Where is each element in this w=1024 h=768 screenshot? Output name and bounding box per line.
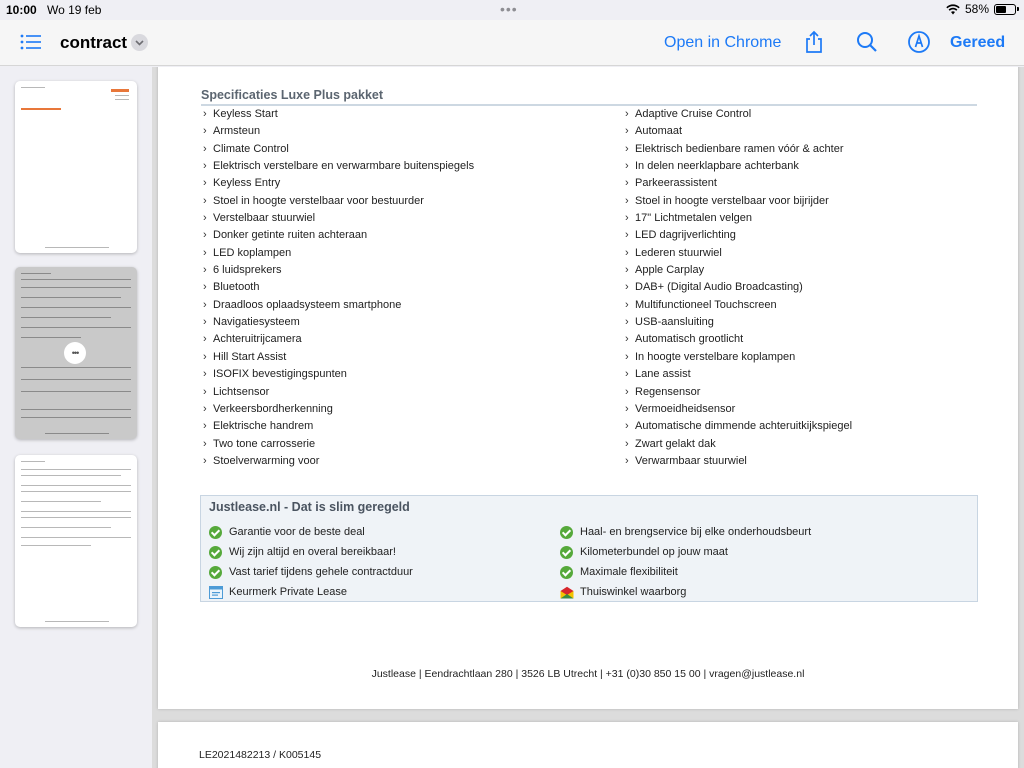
document-viewer[interactable] (152, 67, 1024, 768)
benefits-title: Justlease.nl - Dat is slim geregeld (209, 500, 410, 514)
spec-item-label: Stoel in hoogte verstelbaar voor bijrijder (635, 194, 829, 207)
spec-item-label: LED koplampen (213, 246, 292, 259)
spec-item (203, 351, 474, 368)
benefit-item (209, 562, 413, 582)
benefit-label: Wij zijn altijd en overal bereikbaar! (229, 546, 396, 558)
spec-item (625, 281, 852, 298)
spec-item-label: ISOFIX bevestigingspunten (213, 368, 347, 381)
spec-item (203, 438, 474, 455)
benefit-label: Keurmerk Private Lease (229, 586, 347, 598)
spec-item (203, 108, 474, 125)
benefit-label: Garantie voor de beste deal (229, 526, 365, 538)
document-page (158, 67, 1018, 709)
benefit-label: Thuiswinkel waarborg (580, 586, 687, 598)
chevron-right-icon: › (625, 368, 629, 381)
spec-item (625, 229, 852, 246)
spec-item-label: Stoelverwarming voor (213, 454, 320, 467)
contract-reference: LE2021482213 / K005145 (199, 749, 322, 761)
page-footer: Justlease | Eendrachtlaan 280 | 3526 LB Utrecht | +31 (0)30 850 15 00 | vragen@justlease.nl (371, 668, 805, 680)
chevron-right-icon: › (625, 385, 629, 398)
status-bar (0, 0, 1024, 20)
benefit-label: Haal- en brengservice bij elke onderhoudsbeurt (580, 526, 812, 538)
spec-item (203, 316, 474, 333)
benefits-list-left (209, 522, 413, 602)
battery-level (996, 6, 1006, 13)
status-right (946, 2, 1016, 16)
spec-item-label: USB-aansluiting (635, 316, 714, 329)
spec-item (625, 403, 852, 420)
spec-item-label: Navigatiesysteem (213, 316, 300, 329)
chevron-right-icon: › (203, 177, 207, 190)
spec-item-label: Parkeerassistent (635, 177, 717, 190)
spec-item-label: Elektrisch verstelbare en verwarmbare buitenspiegels (213, 160, 475, 173)
spec-item (625, 125, 852, 142)
spec-item-label: Keyless Entry (213, 177, 281, 190)
spec-item (625, 212, 852, 229)
check-icon (209, 566, 222, 579)
spec-item-label: Keyless Start (213, 108, 278, 120)
search-icon[interactable] (855, 30, 879, 54)
chevron-right-icon: › (625, 160, 629, 173)
spec-item (203, 229, 474, 246)
spec-item (203, 125, 474, 142)
spec-item-label: Armsteun (213, 125, 261, 138)
chevron-right-icon: › (203, 194, 207, 207)
chevron-right-icon: › (625, 420, 629, 433)
spec-item-label: Apple Carplay (635, 264, 705, 277)
chevron-right-icon: › (203, 333, 207, 346)
chevron-right-icon: › (203, 454, 207, 467)
page-thumbnail-selected[interactable] (15, 267, 137, 439)
done-button[interactable]: Gereed (950, 34, 1006, 51)
spec-item-label: 17" Lichtmetalen velgen (635, 212, 753, 225)
spec-item (625, 264, 852, 281)
navigation-bar (0, 20, 1024, 66)
spec-item (625, 438, 852, 455)
chevron-right-icon: › (625, 454, 629, 467)
chevron-right-icon: › (203, 212, 207, 225)
spec-item-label: Vermoeidheidsensor (635, 402, 736, 415)
battery-icon (994, 4, 1016, 15)
keurmerk-icon (209, 586, 223, 599)
benefits-box (200, 495, 978, 602)
status-date: Wo 19 feb (47, 3, 102, 17)
spec-item (625, 160, 852, 177)
spec-item-label: Automaat (635, 125, 683, 138)
chevron-right-icon: › (625, 402, 629, 415)
benefit-label: Maximale flexibiliteit (580, 566, 678, 578)
spec-item (625, 247, 852, 264)
spec-item-label: Verstelbaar stuurwiel (213, 212, 316, 225)
spec-item (203, 195, 474, 212)
spec-item (203, 247, 474, 264)
chevron-right-icon: › (203, 402, 207, 415)
chevron-right-icon: › (625, 281, 629, 294)
benefit-label: Kilometerbundel op jouw maat (580, 546, 728, 558)
document-page (158, 722, 1018, 768)
spec-item (203, 212, 474, 229)
spec-item (625, 195, 852, 212)
chevron-right-icon: › (625, 298, 629, 311)
chevron-down-icon[interactable] (131, 34, 148, 51)
chevron-right-icon: › (203, 316, 207, 329)
chevron-right-icon: › (625, 142, 629, 155)
chevron-right-icon: › (203, 264, 207, 277)
spec-list-left (203, 108, 474, 472)
chevron-right-icon: › (203, 229, 207, 242)
spec-item (625, 333, 852, 350)
chevron-right-icon: › (203, 350, 207, 363)
chevron-right-icon: › (625, 108, 629, 120)
chevron-right-icon: › (203, 385, 207, 398)
benefit-item (209, 522, 413, 542)
spec-item (625, 386, 852, 403)
spec-item-label: In hoogte verstelbare koplampen (635, 350, 796, 363)
spec-item (625, 351, 852, 368)
spec-item (625, 299, 852, 316)
spec-item-label: Adaptive Cruise Control (635, 108, 752, 120)
battery-percent: 58% (964, 2, 989, 16)
spec-item (625, 316, 852, 333)
wifi-icon (946, 4, 960, 15)
check-icon (560, 546, 573, 559)
check-icon (560, 526, 573, 539)
spec-item (625, 177, 852, 194)
chevron-right-icon: › (625, 246, 629, 259)
chevron-right-icon: › (203, 160, 207, 173)
spec-item (625, 455, 852, 472)
spec-item-label: Hill Start Assist (213, 350, 287, 363)
spec-list-right (625, 108, 852, 472)
chevron-right-icon: › (625, 194, 629, 207)
chevron-right-icon: › (625, 177, 629, 190)
chevron-right-icon: › (203, 142, 207, 155)
benefit-item (560, 542, 811, 562)
spec-item (203, 281, 474, 298)
spec-item-label: Donker getinte ruiten achteraan (213, 229, 368, 242)
check-icon (209, 526, 222, 539)
chevron-right-icon: › (203, 125, 207, 138)
page-thumbnail-sidebar (0, 67, 152, 768)
more-options-icon[interactable]: ••• (64, 342, 86, 364)
benefit-item (560, 582, 811, 602)
check-icon (209, 546, 222, 559)
chevron-right-icon: › (625, 350, 629, 363)
spec-item-label: Bluetooth (213, 281, 260, 294)
spec-item-label: LED dagrijverlichting (635, 229, 736, 242)
chevron-right-icon: › (625, 125, 629, 138)
spec-item-label: Regensensor (635, 385, 701, 398)
spec-item-label: Verkeersbordherkenning (213, 402, 333, 415)
spec-item-label: Elektrisch bedienbare ramen vóór & achter (635, 142, 844, 155)
spec-title: Specificaties Luxe Plus pakket (201, 88, 977, 106)
chevron-right-icon: › (203, 298, 207, 311)
multitasking-dots-icon[interactable]: ••• (500, 1, 518, 17)
spec-item-label: Automatisch grootlicht (635, 333, 744, 346)
spec-item (203, 143, 474, 160)
benefit-item (209, 582, 413, 602)
benefit-item (209, 542, 413, 562)
chevron-right-icon: › (625, 437, 629, 450)
spec-item (203, 368, 474, 385)
spec-item (203, 264, 474, 281)
spec-item (625, 108, 852, 125)
status-time: 10:00 (6, 3, 37, 17)
open-in-chrome-button[interactable]: Open in Chrome (664, 34, 782, 51)
spec-item-label: In delen neerklapbare achterbank (635, 160, 799, 173)
spec-item (625, 143, 852, 160)
spec-item-label: Achteruitrijcamera (213, 333, 302, 346)
spec-item-label: Elektrische handrem (213, 420, 314, 433)
spec-item (203, 177, 474, 194)
chevron-right-icon: › (625, 229, 629, 242)
spec-item (203, 299, 474, 316)
chevron-right-icon: › (203, 437, 207, 450)
chevron-right-icon: › (203, 420, 207, 433)
spec-item (203, 455, 474, 472)
spec-item-label: Lichtsensor (213, 385, 270, 398)
spec-item-label: Stoel in hoogte verstelbaar voor bestuurder (213, 194, 424, 207)
spec-item (625, 368, 852, 385)
spec-item-label: Climate Control (213, 142, 289, 155)
page-thumbnail[interactable] (15, 81, 137, 253)
document-title[interactable]: contract (60, 33, 128, 52)
spec-item-label: 6 luidsprekers (213, 264, 282, 277)
spec-item (625, 420, 852, 437)
spec-item (203, 420, 474, 437)
chevron-right-icon: › (203, 368, 207, 381)
benefit-item (560, 562, 811, 582)
spec-item-label: Zwart gelakt dak (635, 437, 716, 450)
check-icon (560, 566, 573, 579)
thuiswinkel-icon (560, 586, 574, 599)
page-thumbnail[interactable] (15, 455, 137, 627)
spec-item-label: Multifunctioneel Touchscreen (635, 298, 777, 311)
markup-icon[interactable] (907, 30, 931, 54)
benefit-label: Vast tarief tijdens gehele contractduur (229, 566, 413, 578)
share-icon[interactable] (802, 30, 826, 54)
chevron-right-icon: › (203, 246, 207, 259)
list-icon[interactable] (20, 32, 42, 52)
chevron-right-icon: › (625, 264, 629, 277)
spec-item-label: Verwarmbaar stuurwiel (635, 454, 747, 467)
benefit-item (560, 522, 811, 542)
spec-item (203, 333, 474, 350)
spec-item-label: Two tone carrosserie (213, 437, 316, 450)
chevron-right-icon: › (203, 281, 207, 294)
spec-item-label: Automatische dimmende achteruitkijkspiegel (635, 420, 853, 433)
spec-item (203, 160, 474, 177)
spec-item-label: Lederen stuurwiel (635, 246, 722, 259)
chevron-right-icon: › (203, 108, 207, 120)
spec-item (203, 403, 474, 420)
spec-item-label: Draadloos oplaadsysteem smartphone (213, 298, 402, 311)
benefits-list-right (560, 522, 811, 602)
chevron-right-icon: › (625, 316, 629, 329)
chevron-right-icon: › (625, 333, 629, 346)
spec-item-label: Lane assist (635, 368, 691, 381)
spec-item-label: DAB+ (Digital Audio Broadcasting) (635, 281, 803, 294)
spec-item (203, 386, 474, 403)
chevron-right-icon: › (625, 212, 629, 225)
